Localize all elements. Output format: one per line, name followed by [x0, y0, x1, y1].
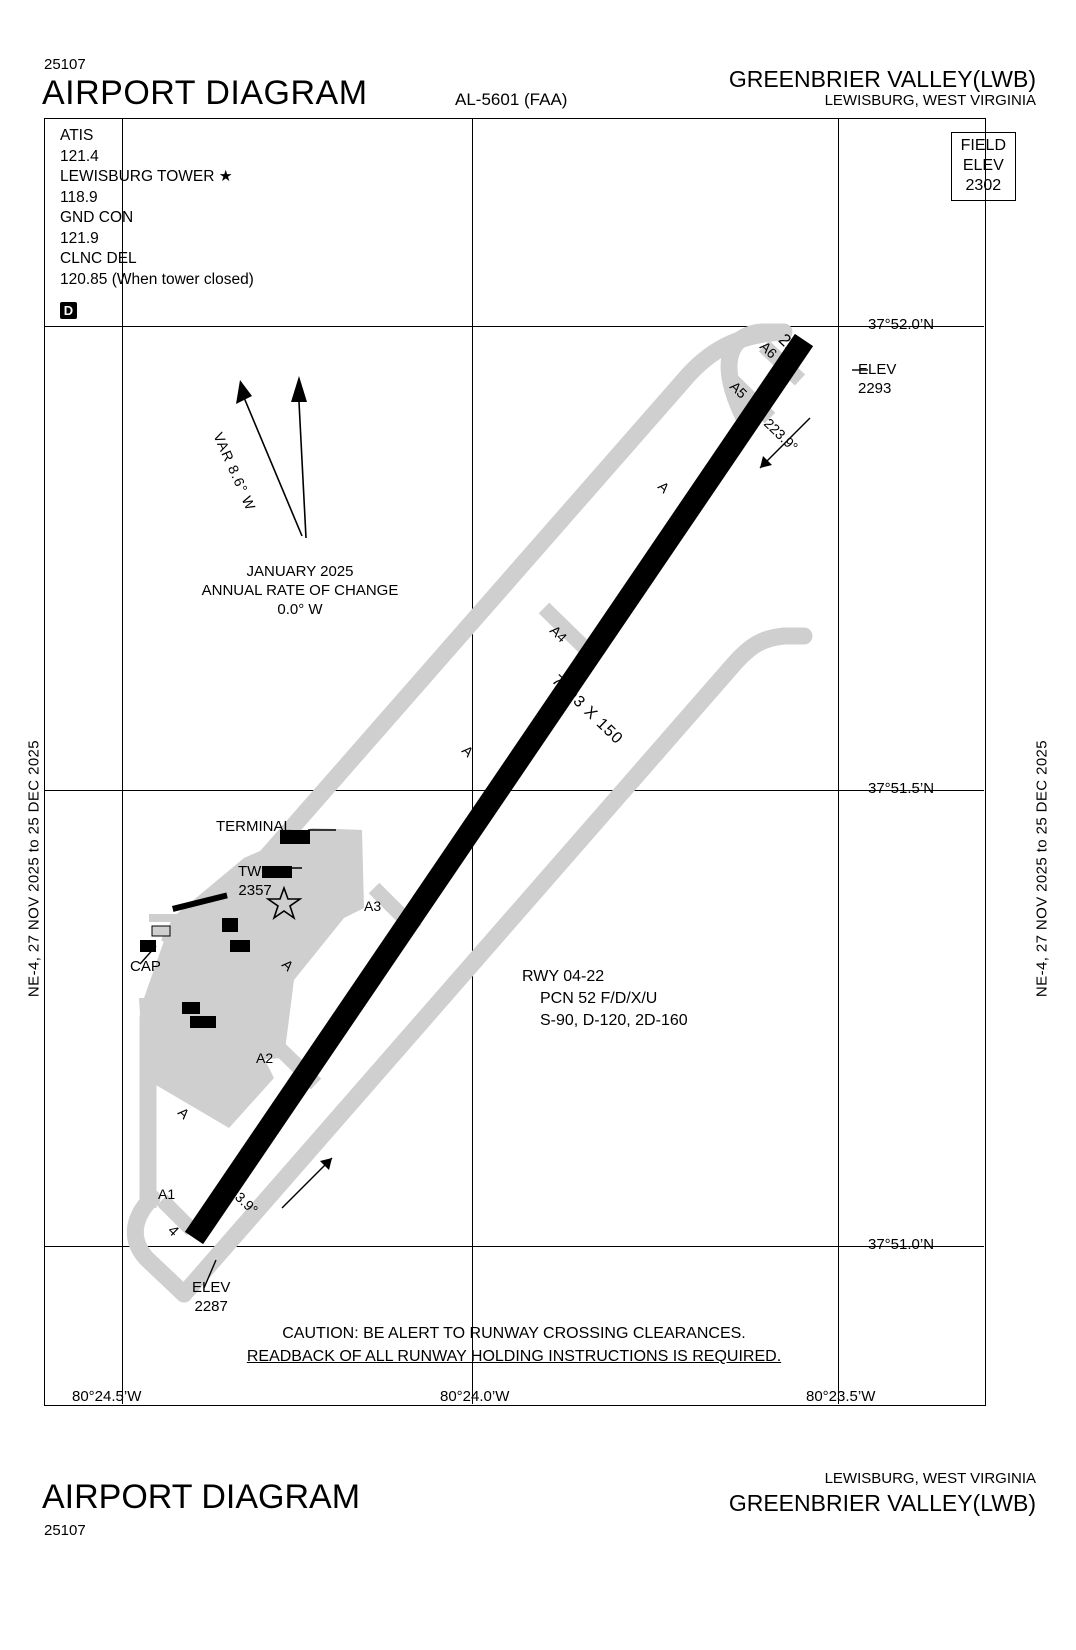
field-elev-label-2: ELEV: [962, 157, 1004, 174]
field-elev-value: 2302: [965, 177, 1002, 194]
runway-22-designator: 22: [774, 330, 802, 357]
city-state-header: LEWISBURG, WEST VIRGINIA: [824, 92, 1036, 109]
tower-elevation: 2357: [238, 882, 272, 899]
comm-line-gnd-label: GND CON: [60, 209, 134, 226]
airport-name-header: GREENBRIER VALLEY(LWB): [728, 66, 1036, 92]
lat-label-south: 37°51.0’N: [868, 1236, 935, 1253]
page-title: AIRPORT DIAGRAM: [42, 74, 368, 112]
lat-label-middle: 37°51.5’N: [868, 780, 935, 797]
lon-label-west: 80°24.5’W: [72, 1388, 142, 1405]
pcn-line-1: RWY 04-22: [522, 968, 605, 985]
taxiway-label-a2: A2: [256, 1050, 274, 1066]
north-arrow: [236, 376, 307, 538]
pcn-line-2: PCN 52 F/D/X/U: [540, 990, 658, 1007]
pavement-strength-block: [522, 966, 688, 1032]
runway-04-designator: 4: [164, 1222, 183, 1241]
tower-label: TWR: [238, 863, 273, 880]
elev-04-value: 2287: [194, 1298, 228, 1315]
comm-line-atis-freq: 121.4: [60, 147, 99, 165]
lon-label-east: 80°23.5’W: [806, 1388, 876, 1405]
runway-04-elevation: [192, 1278, 230, 1316]
taxiway-label-a5: A5: [726, 378, 751, 402]
taxiway-label-a1: A1: [158, 1186, 176, 1202]
airport-name-footer: GREENBRIER VALLEY(LWB): [728, 1490, 1036, 1516]
comm-line-tower-label: LEWISBURG TOWER ★: [60, 168, 233, 185]
runway-22-bearing: 223.9°: [760, 415, 802, 455]
runway-dimensions-label: 7003 X 150: [548, 672, 627, 749]
lon-label-center: 80°24.0’W: [440, 1388, 510, 1405]
faa-chart-id: AL-5601 (FAA): [455, 90, 568, 109]
magnetic-date: JANUARY 2025: [246, 563, 354, 580]
comm-line-gnd-freq: 121.9: [60, 229, 99, 247]
caution-line-1: CAUTION: BE ALERT TO RUNWAY CROSSING CLEARANCES.: [282, 1325, 746, 1342]
comm-line-atis-label: ATIS: [60, 127, 94, 144]
magnetic-change-block: [190, 562, 410, 619]
taxiway-label-a6: A6: [756, 338, 781, 362]
elev-04-label: ELEV: [192, 1279, 231, 1296]
taxiway-label-a4: A4: [546, 622, 571, 646]
cycle-date-right: NE-4, 27 NOV 2025 to 25 DEC 2025: [1033, 739, 1051, 998]
taxiway-label-a-mid: A: [458, 742, 477, 761]
terminal-label: TERMINAL: [216, 818, 292, 835]
cap-label: CAP: [130, 958, 161, 975]
comm-line-clnc-label: CLNC DEL: [60, 250, 137, 267]
taxiway-label-a-south: A: [174, 1104, 193, 1123]
airport-layout-graphic: [44, 118, 984, 1404]
field-elev-label-1: FIELD: [960, 137, 1006, 154]
d-atis-badge-icon: D: [60, 302, 77, 319]
magnetic-variation-label: VAR 8.6° W: [210, 430, 260, 514]
lat-label-north: 37°52.0’N: [868, 316, 935, 333]
runway-22-elevation: [858, 360, 896, 398]
runway-04-bearing: 043.9°: [220, 1178, 262, 1218]
taxiway-label-a3: A3: [364, 898, 382, 914]
taxiway-label-a-north: A: [654, 478, 673, 497]
magnetic-rate-label: ANNUAL RATE OF CHANGE: [201, 582, 399, 599]
caution-line-2: READBACK OF ALL RUNWAY HOLDING INSTRUCTIONS IS REQUIRED.: [246, 1348, 782, 1365]
tower-label-block: [238, 862, 272, 900]
chart-number-footer: 25107: [44, 1522, 86, 1539]
taxiway-label-a-apron: A: [278, 956, 297, 975]
chart-number-top: 25107: [44, 56, 86, 73]
elev-22-label: ELEV: [858, 361, 897, 378]
cycle-date-left: NE-4, 27 NOV 2025 to 25 DEC 2025: [25, 739, 43, 998]
page-title-footer: AIRPORT DIAGRAM: [42, 1478, 361, 1516]
pcn-line-3: S-90, D-120, 2D-160: [540, 1012, 688, 1029]
city-state-footer: LEWISBURG, WEST VIRGINIA: [824, 1470, 1036, 1487]
elev-22-value: 2293: [858, 380, 892, 397]
magnetic-rate-value: 0.0° W: [277, 601, 323, 618]
comm-line-clnc-freq: 120.85 (When tower closed): [60, 270, 254, 288]
caution-block: [44, 1322, 984, 1368]
runway-04-22: [194, 340, 804, 1238]
comm-line-tower-freq: 118.9: [60, 188, 98, 206]
